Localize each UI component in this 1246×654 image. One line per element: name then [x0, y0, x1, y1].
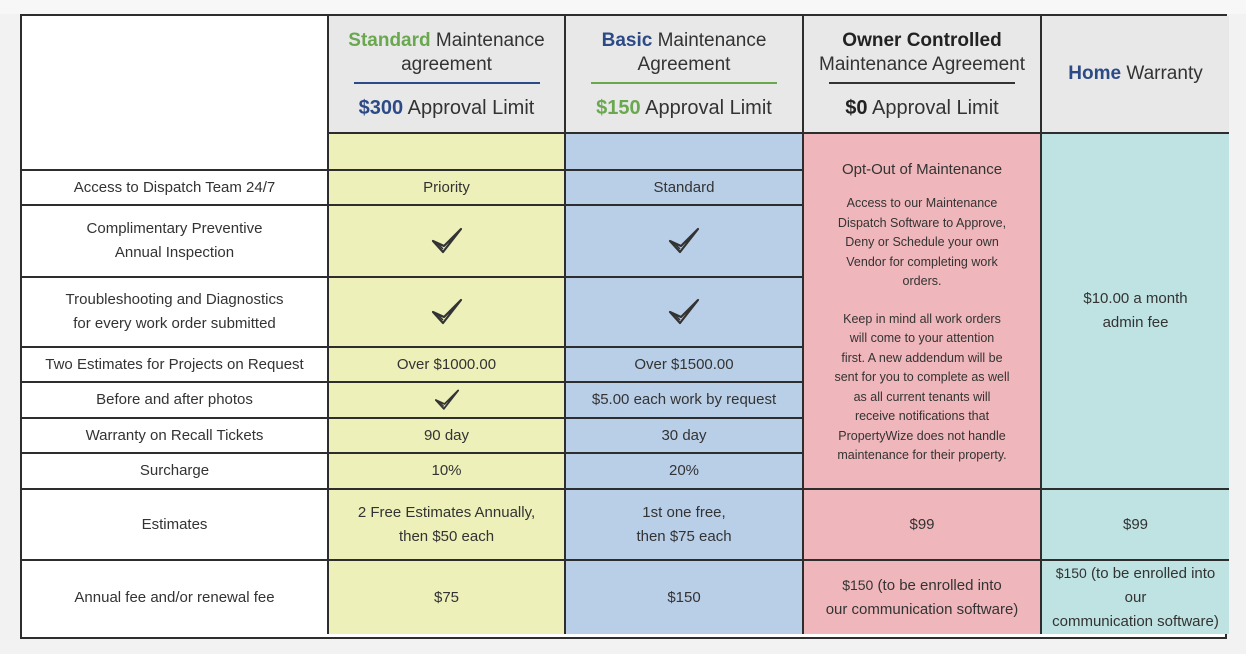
owner-para1-line: Dispatch Software to Approve, — [837, 215, 1007, 230]
checkmark-icon — [433, 388, 461, 412]
standard-surcharge: 10% — [329, 454, 566, 490]
standard-divider — [354, 82, 540, 84]
row-label-line: Annual Inspection — [114, 244, 235, 261]
row-label-line: Troubleshooting and Diagnostics — [65, 291, 284, 308]
owner-para2-line: first. A new addendum will be — [841, 350, 1003, 365]
warranty-fee-amount: $150 — [1055, 565, 1087, 581]
owner-para-1 — [826, 194, 1018, 292]
basic-title — [602, 29, 767, 77]
row-label-annual-fee: Annual fee and/or renewal fee — [22, 561, 329, 634]
owner-estimates: $99 — [804, 490, 1042, 561]
owner-para1-line: Access to our Maintenance — [846, 196, 998, 210]
basic-two-estimates: Over $1500.00 — [566, 348, 804, 383]
basic-surcharge: 20% — [566, 454, 804, 490]
warranty-fee-line2: admin fee — [1102, 314, 1169, 331]
standard-name-rest: Maintenance — [430, 29, 545, 51]
standard-recall: 90 day — [329, 419, 566, 454]
row-label-recall: Warranty on Recall Tickets — [22, 419, 329, 454]
basic-photos: $5.00 each work by request — [566, 383, 804, 419]
header-basic — [566, 16, 804, 134]
owner-divider — [829, 82, 1015, 84]
basic-spacer — [566, 134, 804, 171]
row-label-photos: Before and after photos — [22, 383, 329, 419]
standard-annual-fee: $75 — [329, 561, 566, 634]
owner-fee-note-line2: our communication software) — [825, 601, 1019, 618]
owner-annual-fee — [804, 561, 1042, 634]
owner-fee-note: (to be enrolled into — [873, 577, 1002, 594]
owner-para2-line: PropertyWize does not handle — [838, 428, 1006, 443]
owner-limit-text: Approval Limit — [867, 96, 999, 119]
maintenance-comparison-table — [20, 14, 1227, 639]
owner-opt-out-block — [804, 134, 1042, 490]
owner-opt-out-title: Opt-Out of Maintenance — [841, 161, 1003, 178]
standard-two-estimates: Over $1000.00 — [329, 348, 566, 383]
basic-estimates — [566, 490, 804, 561]
warranty-title — [1068, 62, 1202, 86]
checkmark-icon — [430, 226, 464, 256]
header-standard — [329, 16, 566, 134]
standard-brand: Standard — [348, 29, 431, 51]
basic-brand: Basic — [601, 29, 653, 51]
warranty-name-rest: Warranty — [1121, 63, 1203, 84]
standard-title — [348, 29, 544, 77]
cell-line: 1st one free, — [642, 503, 726, 521]
basic-inspection — [566, 206, 804, 278]
row-label-two-estimates: Two Estimates for Projects on Request — [22, 348, 329, 383]
owner-para2-line: receive notifications that — [854, 409, 990, 423]
basic-divider — [591, 82, 777, 84]
checkmark-icon — [430, 297, 464, 327]
owner-fee-line1 — [842, 573, 1002, 598]
owner-para2-line: maintenance for their property. — [837, 448, 1007, 462]
owner-brand: Owner Controlled — [842, 29, 1002, 51]
checkmark-icon — [667, 297, 701, 327]
owner-approval-limit — [845, 96, 998, 120]
standard-inspection — [329, 206, 566, 278]
owner-para1-line: Deny or Schedule your own — [845, 235, 999, 249]
top-background — [0, 0, 1246, 14]
basic-limit-text: Approval Limit — [640, 96, 772, 119]
cell-line: then $75 each — [636, 527, 732, 545]
owner-name-line2: Maintenance Agreement — [819, 53, 1025, 75]
standard-limit-amount: $300 — [358, 96, 404, 119]
row-label-dispatch: Access to Dispatch Team 24/7 — [22, 171, 329, 206]
basic-dispatch: Standard — [566, 171, 804, 206]
warranty-fee-line1 — [1048, 561, 1223, 610]
standard-photos — [329, 383, 566, 419]
basic-name-rest: Maintenance — [652, 29, 767, 51]
row-label-estimates: Estimates — [22, 490, 329, 561]
header-owner — [804, 16, 1042, 134]
standard-dispatch: Priority — [329, 171, 566, 206]
warranty-estimates: $99 — [1042, 490, 1229, 561]
owner-para2-line: as all current tenants will — [853, 389, 991, 404]
basic-limit-amount: $150 — [596, 96, 641, 119]
row-label-troubleshooting — [22, 278, 329, 348]
standard-estimates — [329, 490, 566, 561]
basic-troubleshooting — [566, 278, 804, 348]
owner-para1-line: orders. — [902, 274, 942, 288]
standard-approval-limit — [359, 96, 535, 120]
header-warranty — [1042, 16, 1229, 134]
owner-title — [819, 29, 1025, 77]
row-label-surcharge: Surcharge — [22, 454, 329, 490]
basic-approval-limit — [596, 96, 772, 120]
row-label-inspection — [22, 206, 329, 278]
standard-troubleshooting — [329, 278, 566, 348]
owner-para2-line: sent for you to complete as well — [834, 370, 1010, 384]
owner-limit-amount: $0 — [845, 96, 868, 119]
warranty-fee-line1: $10.00 a month — [1083, 290, 1188, 307]
row-label-line: for every work order submitted — [73, 315, 276, 332]
warranty-fee-note-line2: communication software) — [1052, 613, 1219, 630]
standard-spacer — [329, 134, 566, 171]
warranty-annual-fee — [1042, 561, 1229, 634]
warranty-fee-note: (to be enrolled into our — [1086, 565, 1216, 606]
header-empty-cell — [22, 16, 329, 171]
owner-para2-line: Keep in mind all work orders — [843, 311, 1001, 326]
cell-line: then $50 each — [398, 527, 495, 545]
basic-name-line2: Agreement — [637, 53, 731, 75]
owner-fee-amount: $150 — [842, 577, 874, 593]
standard-name-line2: agreement — [401, 53, 492, 75]
owner-para2-line: will come to your attention — [849, 331, 995, 345]
cell-line: 2 Free Estimates Annually, — [357, 503, 536, 521]
owner-para1-line: Vendor for completing work — [846, 254, 998, 269]
warranty-brand: Home — [1068, 63, 1122, 84]
standard-limit-text: Approval Limit — [403, 96, 535, 119]
warranty-admin-fee-block — [1042, 134, 1229, 490]
row-label-line: Complimentary Preventive — [86, 220, 263, 237]
checkmark-icon — [667, 226, 701, 256]
basic-recall: 30 day — [566, 419, 804, 454]
basic-annual-fee: $150 — [566, 561, 804, 634]
owner-para-2 — [822, 310, 1021, 466]
